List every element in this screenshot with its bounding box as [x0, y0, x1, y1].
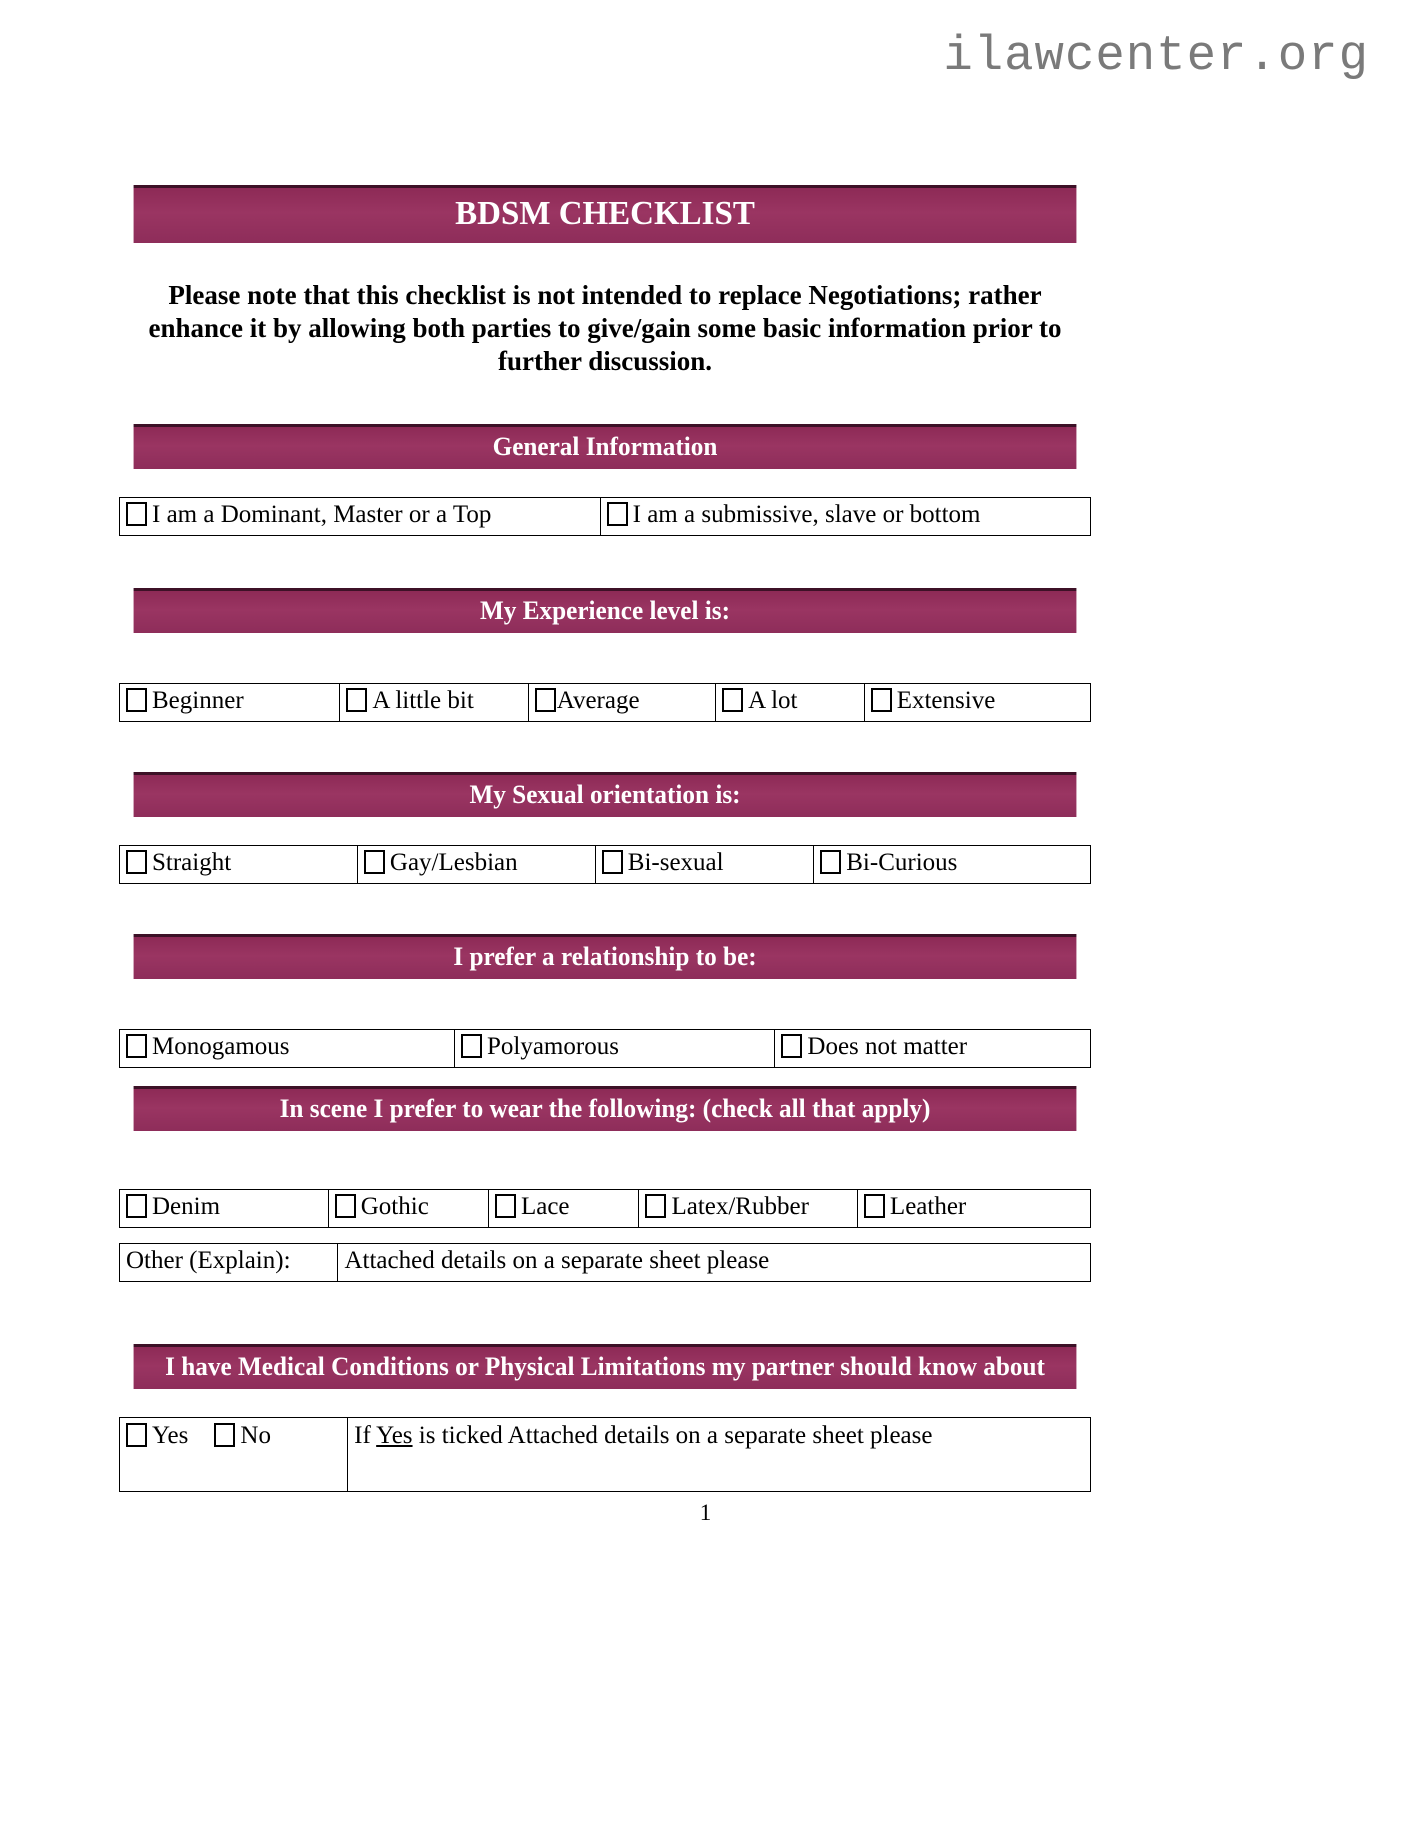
checkbox-icon[interactable]: [871, 688, 892, 712]
medical-note-suffix: is ticked Attached details on a separate sheet please: [412, 1421, 933, 1449]
checkbox-icon[interactable]: [126, 1034, 147, 1058]
option-cell-polyamorous[interactable]: [454, 1029, 774, 1067]
checkbox-icon[interactable]: [781, 1034, 802, 1058]
experience-options-table: [119, 683, 1091, 722]
checkbox-icon[interactable]: [335, 1194, 356, 1218]
checkbox-icon[interactable]: [820, 850, 841, 874]
option-cell-beginner[interactable]: [120, 683, 340, 721]
option-label: Gay/Lesbian: [389, 849, 518, 877]
option-cell-leather[interactable]: [857, 1189, 1090, 1227]
option-label: Extensive: [896, 687, 996, 715]
table-row: [120, 1189, 1091, 1227]
checkbox-icon[interactable]: [214, 1423, 235, 1447]
checkbox-icon[interactable]: [126, 1423, 147, 1447]
medical-note-prefix: If: [354, 1421, 377, 1449]
medical-note-cell[interactable]: [348, 1417, 1091, 1491]
watermark-ilawcenter: ilawcenter.org: [943, 28, 1369, 84]
option-cell-bi-curious[interactable]: [814, 845, 1091, 883]
table-row: [120, 1243, 1091, 1281]
checkbox-icon[interactable]: [364, 850, 385, 874]
table-row: [120, 1417, 1091, 1491]
table-row: [120, 845, 1091, 883]
option-label: I am a Dominant, Master or a Top: [152, 501, 492, 529]
option-cell-extensive[interactable]: [864, 683, 1090, 721]
option-cell-gay-lesbian[interactable]: [357, 845, 595, 883]
wear-options-table: [119, 1189, 1091, 1228]
medical-note-underlined: Yes: [376, 1421, 413, 1449]
table-row: [120, 1029, 1091, 1067]
section-heading-general: General Information: [134, 424, 1077, 469]
checkbox-icon[interactable]: [126, 850, 147, 874]
option-cell-a-little-bit[interactable]: [340, 683, 528, 721]
table-row: [120, 683, 1091, 721]
checkbox-icon[interactable]: [607, 502, 628, 526]
option-cell-gothic[interactable]: [328, 1189, 488, 1227]
other-explain-label: Other (Explain):: [120, 1243, 338, 1281]
option-cell-dominant[interactable]: [120, 497, 601, 535]
option-label: Leather: [889, 1193, 967, 1221]
medical-yes-no-cell[interactable]: [120, 1417, 348, 1491]
option-label: A lot: [748, 687, 798, 715]
option-label: I am a submissive, slave or bottom: [632, 501, 981, 529]
option-label: Average: [556, 687, 640, 715]
checkbox-icon[interactable]: [346, 688, 367, 712]
option-label: Beginner: [152, 687, 244, 715]
section-heading-experience: My Experience level is:: [134, 588, 1077, 633]
option-label: Gothic: [360, 1193, 429, 1221]
option-cell-bi-sexual[interactable]: [595, 845, 813, 883]
checkbox-icon[interactable]: [535, 688, 556, 712]
option-label: Lace: [520, 1193, 570, 1221]
general-options-table: [119, 497, 1091, 536]
option-label-yes: Yes: [152, 1421, 189, 1449]
page-title: BDSM CHECKLIST: [134, 185, 1077, 243]
checkbox-icon[interactable]: [126, 1194, 147, 1218]
option-label: Monogamous: [152, 1033, 290, 1061]
medical-table: [119, 1417, 1091, 1492]
section-heading-orientation: My Sexual orientation is:: [134, 772, 1077, 817]
option-label: Does not matter: [807, 1033, 968, 1061]
intro-paragraph: Please note that this checklist is not intended to replace Negotiations; rather enhance it by allowing both parties to give/gain some basic information prior to further discussion.: [148, 280, 1062, 376]
option-cell-monogamous[interactable]: [120, 1029, 455, 1067]
table-row: [120, 497, 1091, 535]
checkbox-icon[interactable]: [864, 1194, 885, 1218]
option-label: Straight: [152, 849, 232, 877]
option-cell-a-lot[interactable]: [716, 683, 865, 721]
option-label: Polyamorous: [486, 1033, 619, 1061]
option-label-no: No: [240, 1421, 271, 1449]
option-label: A little bit: [372, 687, 474, 715]
checkbox-icon[interactable]: [602, 850, 623, 874]
option-cell-submissive[interactable]: [600, 497, 1090, 535]
wear-other-table: [119, 1243, 1091, 1282]
option-label: Denim: [152, 1193, 221, 1221]
option-label: Latex/Rubber: [671, 1193, 809, 1221]
checkbox-icon[interactable]: [126, 502, 147, 526]
checkbox-icon[interactable]: [645, 1194, 666, 1218]
orientation-options-table: [119, 845, 1091, 884]
option-cell-lace[interactable]: [488, 1189, 639, 1227]
document-content: [119, 0, 1091, 1492]
checkbox-icon[interactable]: [126, 688, 147, 712]
other-explain-value[interactable]: Attached details on a separate sheet please: [338, 1243, 1091, 1281]
option-label: Bi-Curious: [846, 849, 958, 877]
option-cell-does-not-matter[interactable]: [775, 1029, 1091, 1067]
section-heading-relationship: I prefer a relationship to be:: [134, 934, 1077, 979]
option-label: Bi-sexual: [627, 849, 724, 877]
option-cell-average[interactable]: [528, 683, 715, 721]
section-heading-wear: In scene I prefer to wear the following: (check all that apply): [134, 1086, 1077, 1131]
checkbox-icon[interactable]: [722, 688, 743, 712]
option-cell-latex-rubber[interactable]: [639, 1189, 857, 1227]
relationship-options-table: [119, 1029, 1091, 1068]
option-cell-straight[interactable]: [120, 845, 358, 883]
option-cell-denim[interactable]: [120, 1189, 329, 1227]
page-number: 1: [699, 1500, 712, 1525]
checkbox-icon[interactable]: [461, 1034, 482, 1058]
section-heading-medical: I have Medical Conditions or Physical Limitations my partner should know about: [134, 1344, 1077, 1389]
checkbox-icon[interactable]: [495, 1194, 516, 1218]
